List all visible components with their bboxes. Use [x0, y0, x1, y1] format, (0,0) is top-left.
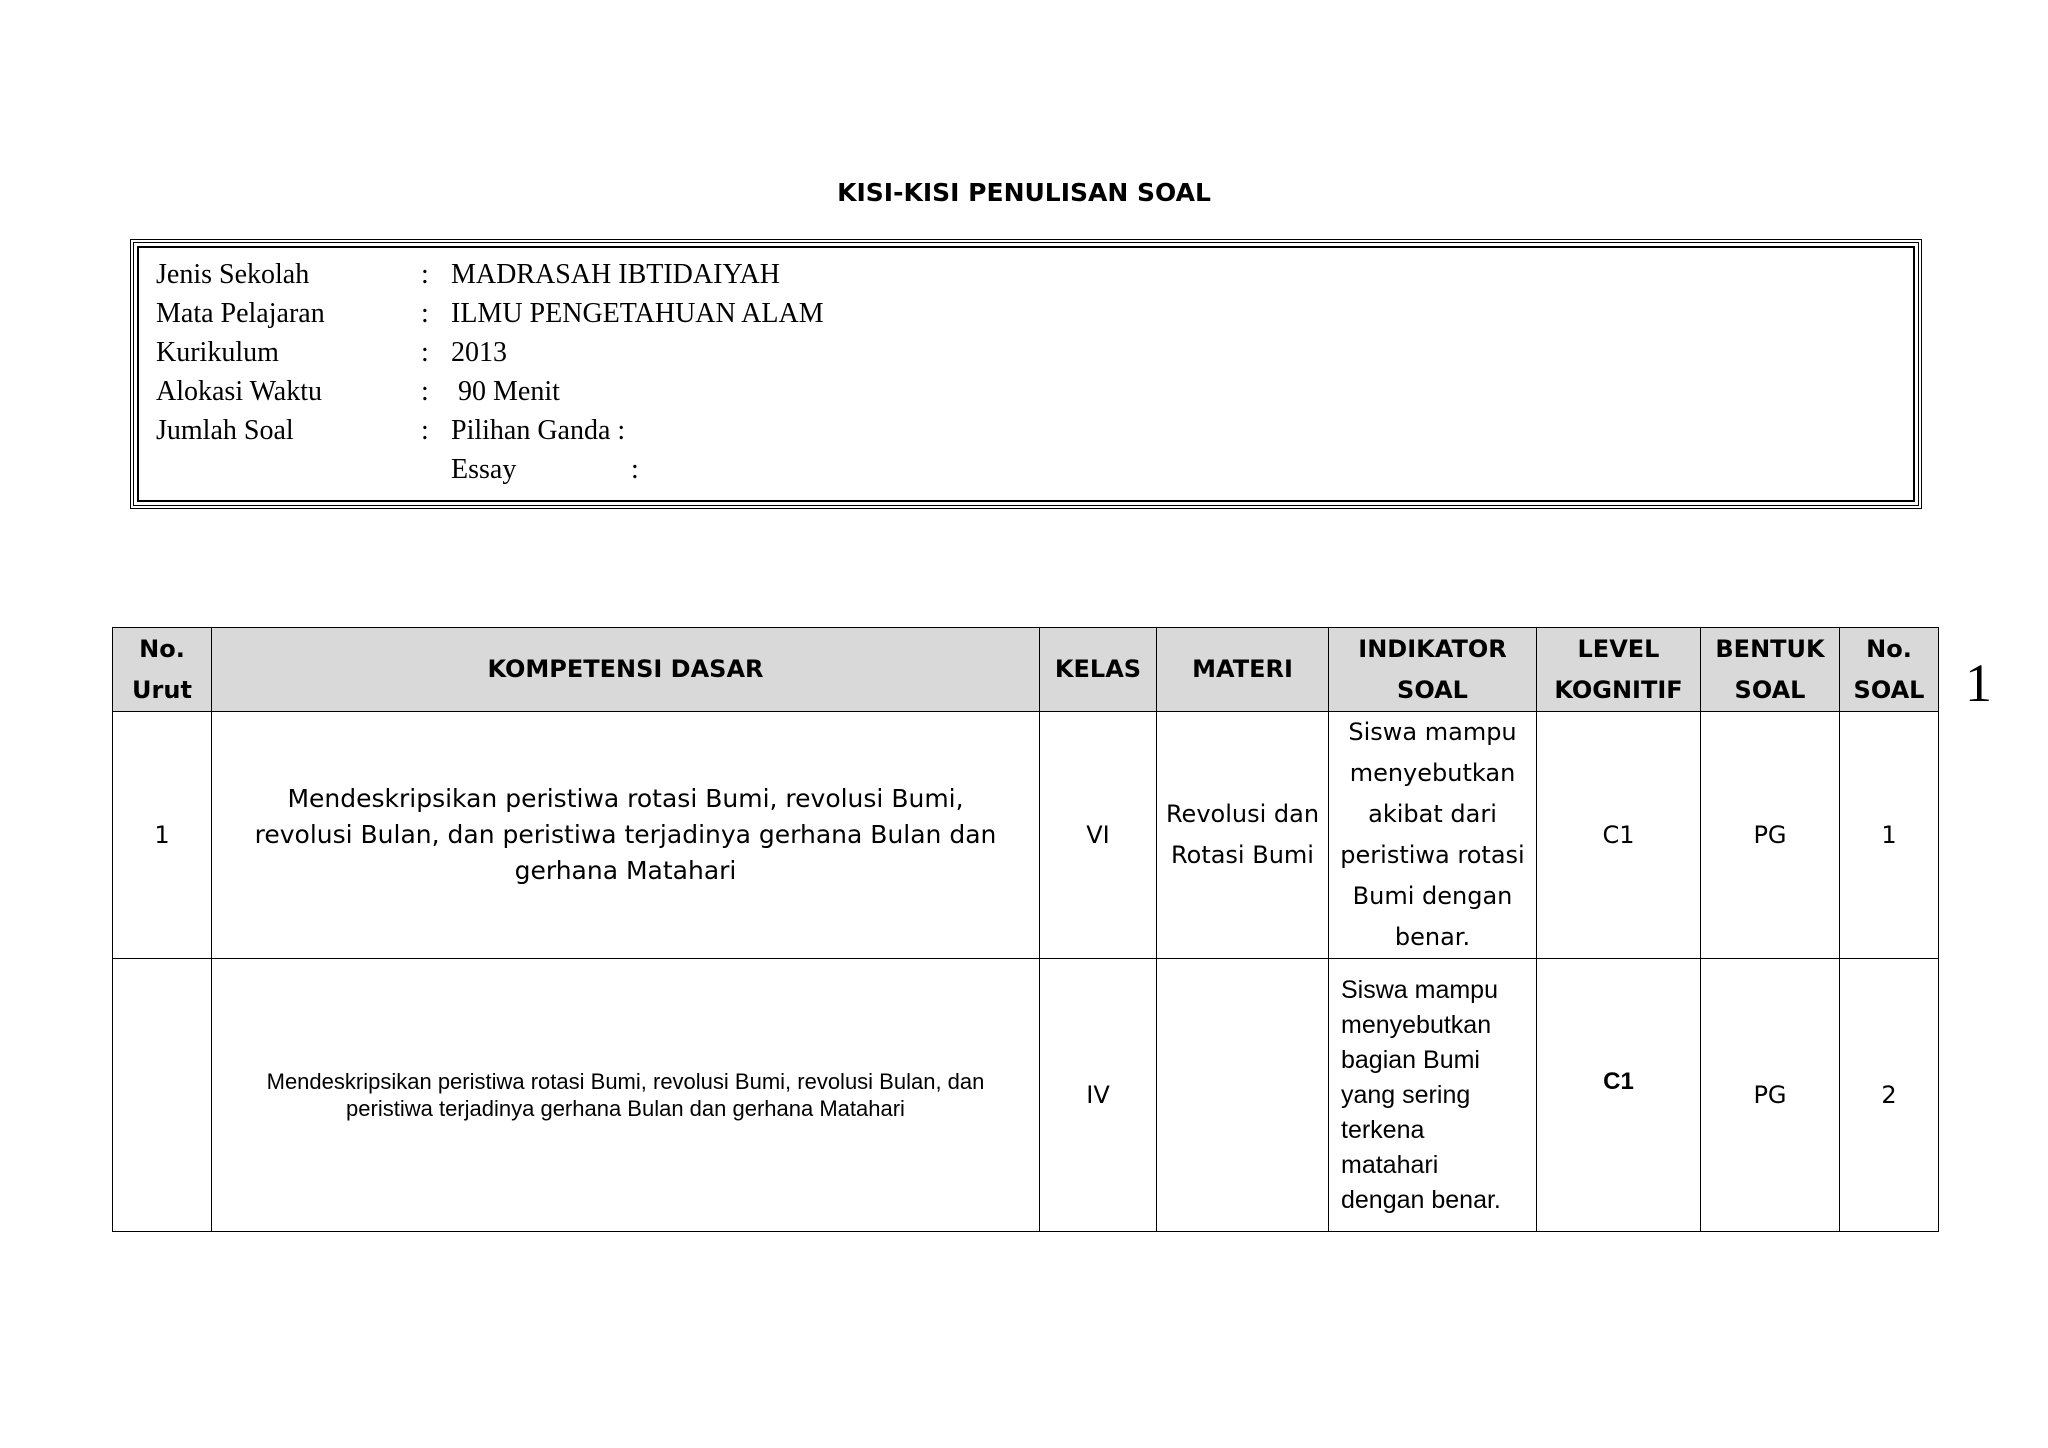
essay-colon: : — [631, 453, 639, 485]
kisi-kisi-table — [112, 627, 1939, 1232]
header-level-kognitif: LEVEL KOGNITIF — [1537, 628, 1701, 712]
cell-bentuk-soal: PG — [1701, 959, 1840, 1232]
info-label: Mata Pelajaran — [156, 297, 325, 329]
header-kelas: KELAS — [1040, 628, 1157, 712]
info-value: 90 Menit — [451, 375, 560, 407]
table-row — [113, 712, 1939, 959]
cell-materi — [1157, 959, 1329, 1232]
table-row — [113, 959, 1939, 1232]
info-row-jenis-sekolah — [156, 255, 824, 294]
cell-indikator-soal: Siswa mampu menyebutkan akibat dari peristiwa rotasi Bumi dengan benar. — [1329, 712, 1537, 959]
info-row-kurikulum — [156, 333, 824, 372]
cell-no-urut — [113, 959, 212, 1232]
cell-kompetensi-dasar: Mendeskripsikan peristiwa rotasi Bumi, revolusi Bumi, revolusi Bulan, dan peristiwa terjadinya gerhana Bulan dan gerhana Matahari — [212, 712, 1040, 959]
document-title: KISI-KISI PENULISAN SOAL — [837, 178, 1211, 207]
page-number: 1 — [1965, 653, 1992, 713]
info-value: MADRASAH IBTIDAIYAH — [451, 258, 780, 290]
info-row-mata-pelajaran — [156, 294, 824, 333]
header-bentuk-soal: BENTUK SOAL — [1701, 628, 1840, 712]
info-colon: : — [421, 414, 429, 446]
cell-bentuk-soal: PG — [1701, 712, 1840, 959]
cell-no-soal: 1 — [1840, 712, 1939, 959]
info-row-essay — [156, 450, 824, 489]
info-box — [130, 239, 1922, 509]
info-table — [156, 255, 824, 489]
info-value: 2013 — [451, 336, 507, 368]
info-label: Jenis Sekolah — [156, 258, 310, 290]
info-row-jumlah-soal — [156, 411, 824, 450]
header-indikator-soal: INDIKATOR SOAL — [1329, 628, 1537, 712]
info-colon: : — [421, 375, 429, 407]
level-value: C1 — [1603, 1067, 1634, 1095]
info-value: ILMU PENGETAHUAN ALAM — [451, 297, 824, 329]
info-label: Kurikulum — [156, 336, 279, 368]
info-label: Jumlah Soal — [156, 414, 294, 446]
cell-level-kognitif: C1 — [1537, 712, 1701, 959]
cell-kelas: VI — [1040, 712, 1157, 959]
info-label: Alokasi Waktu — [156, 375, 322, 407]
info-colon: : — [421, 336, 429, 368]
header-no-urut: No. Urut — [113, 628, 212, 712]
cell-kompetensi-dasar: Mendeskripsikan peristiwa rotasi Bumi, revolusi Bumi, revolusi Bulan, dan peristiwa terjadinya gerhana Bulan dan gerhana Matahari — [212, 959, 1040, 1232]
cell-no-urut: 1 — [113, 712, 212, 959]
header-no-soal: No. SOAL — [1840, 628, 1939, 712]
cell-indikator-soal: Siswa mampu menyebutkan bagian Bumi yang sering terkena matahari dengan benar. — [1329, 959, 1537, 1232]
cell-kelas: IV — [1040, 959, 1157, 1232]
info-colon: : — [421, 258, 429, 290]
header-kompetensi-dasar: KOMPETENSI DASAR — [212, 628, 1040, 712]
header-materi: MATERI — [1157, 628, 1329, 712]
info-colon: : — [421, 297, 429, 329]
info-value: Pilihan Ganda : — [451, 414, 626, 446]
cell-level-kognitif — [1537, 959, 1701, 1232]
info-row-alokasi-waktu — [156, 372, 824, 411]
essay-label: Essay — [451, 453, 517, 485]
cell-no-soal: 2 — [1840, 959, 1939, 1232]
cell-materi: Revolusi dan Rotasi Bumi — [1157, 712, 1329, 959]
table-header-row — [113, 628, 1939, 712]
